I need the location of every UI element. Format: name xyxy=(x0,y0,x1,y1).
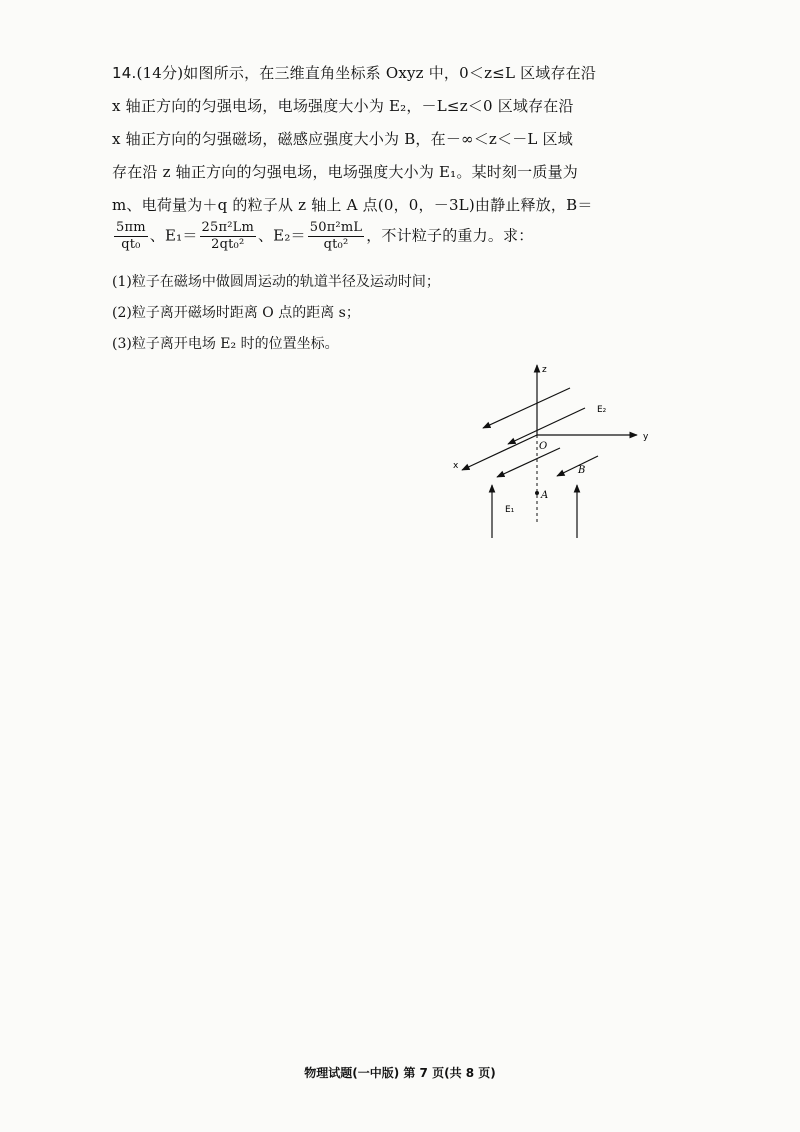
E1-fraction xyxy=(200,220,256,253)
E2-numerator: 50π²mL xyxy=(309,220,363,235)
problem-line-5: m、电荷量为＋q 的粒子从 z 轴上 A 点(0，0，－3L)由静止释放，B＝ xyxy=(112,196,593,214)
E1-label: E₁ xyxy=(505,505,515,515)
E1-numerator: 25π²Lm xyxy=(201,220,254,235)
problem-line-3: x 轴正方向的匀强磁场，磁感应强度大小为 B，在－∞＜z＜－L 区域 xyxy=(112,130,573,148)
sub-question-3: (3)粒子离开电场 E₂ 时的位置坐标。 xyxy=(112,336,339,352)
E2-field-line-2 xyxy=(508,408,585,444)
E2-label: 、E₂＝ xyxy=(257,226,306,245)
x-label: x xyxy=(453,461,459,471)
A-label: A xyxy=(541,490,549,501)
y-label: y xyxy=(643,432,649,442)
problem-text-1: 如图所示，在三维直角坐标系 Oxyz 中，0＜z≤L 区域存在沿 xyxy=(183,64,597,82)
point-A xyxy=(535,491,539,495)
sub-question-2: (2)粒子离开磁场时距离 O 点的距离 s； xyxy=(112,305,360,321)
B-denominator: qt₀ xyxy=(121,237,141,252)
field-diagram xyxy=(450,360,670,545)
E1-label: 、E₁＝ xyxy=(149,226,198,245)
problem-line-6 xyxy=(112,220,533,253)
question-number: 14. xyxy=(112,64,137,82)
E2-fraction xyxy=(308,220,364,253)
z-label: z xyxy=(542,365,547,375)
B-numerator: 5πm xyxy=(116,220,146,235)
origin-label: O xyxy=(539,441,548,452)
question-points: (14分) xyxy=(136,64,184,82)
problem-line-1 xyxy=(112,62,596,83)
E1-denominator: 2qt₀² xyxy=(211,237,245,252)
B-field-line-1 xyxy=(497,448,560,477)
B-fraction xyxy=(114,220,148,253)
page-footer: 物理试题(一中版) 第 7 页(共 8 页) xyxy=(304,1066,496,1080)
B-label: B xyxy=(578,465,586,476)
problem-line-2: x 轴正方向的匀强电场，电场强度大小为 E₂，－L≤z＜0 区域存在沿 xyxy=(112,97,574,115)
sub-question-1: (1)粒子在磁场中做圆周运动的轨道半径及运动时间； xyxy=(112,274,440,290)
E2-denominator: qt₀² xyxy=(323,237,349,252)
E2-field-line-1 xyxy=(483,388,570,428)
x-axis xyxy=(462,435,537,470)
problem-line-4: 存在沿 z 轴正方向的匀强电场，电场强度大小为 E₁。某时刻一质量为 xyxy=(112,163,578,181)
E2-label: E₂ xyxy=(597,405,607,415)
problem-text-6-tail: ，不计粒子的重力。求： xyxy=(366,226,534,245)
